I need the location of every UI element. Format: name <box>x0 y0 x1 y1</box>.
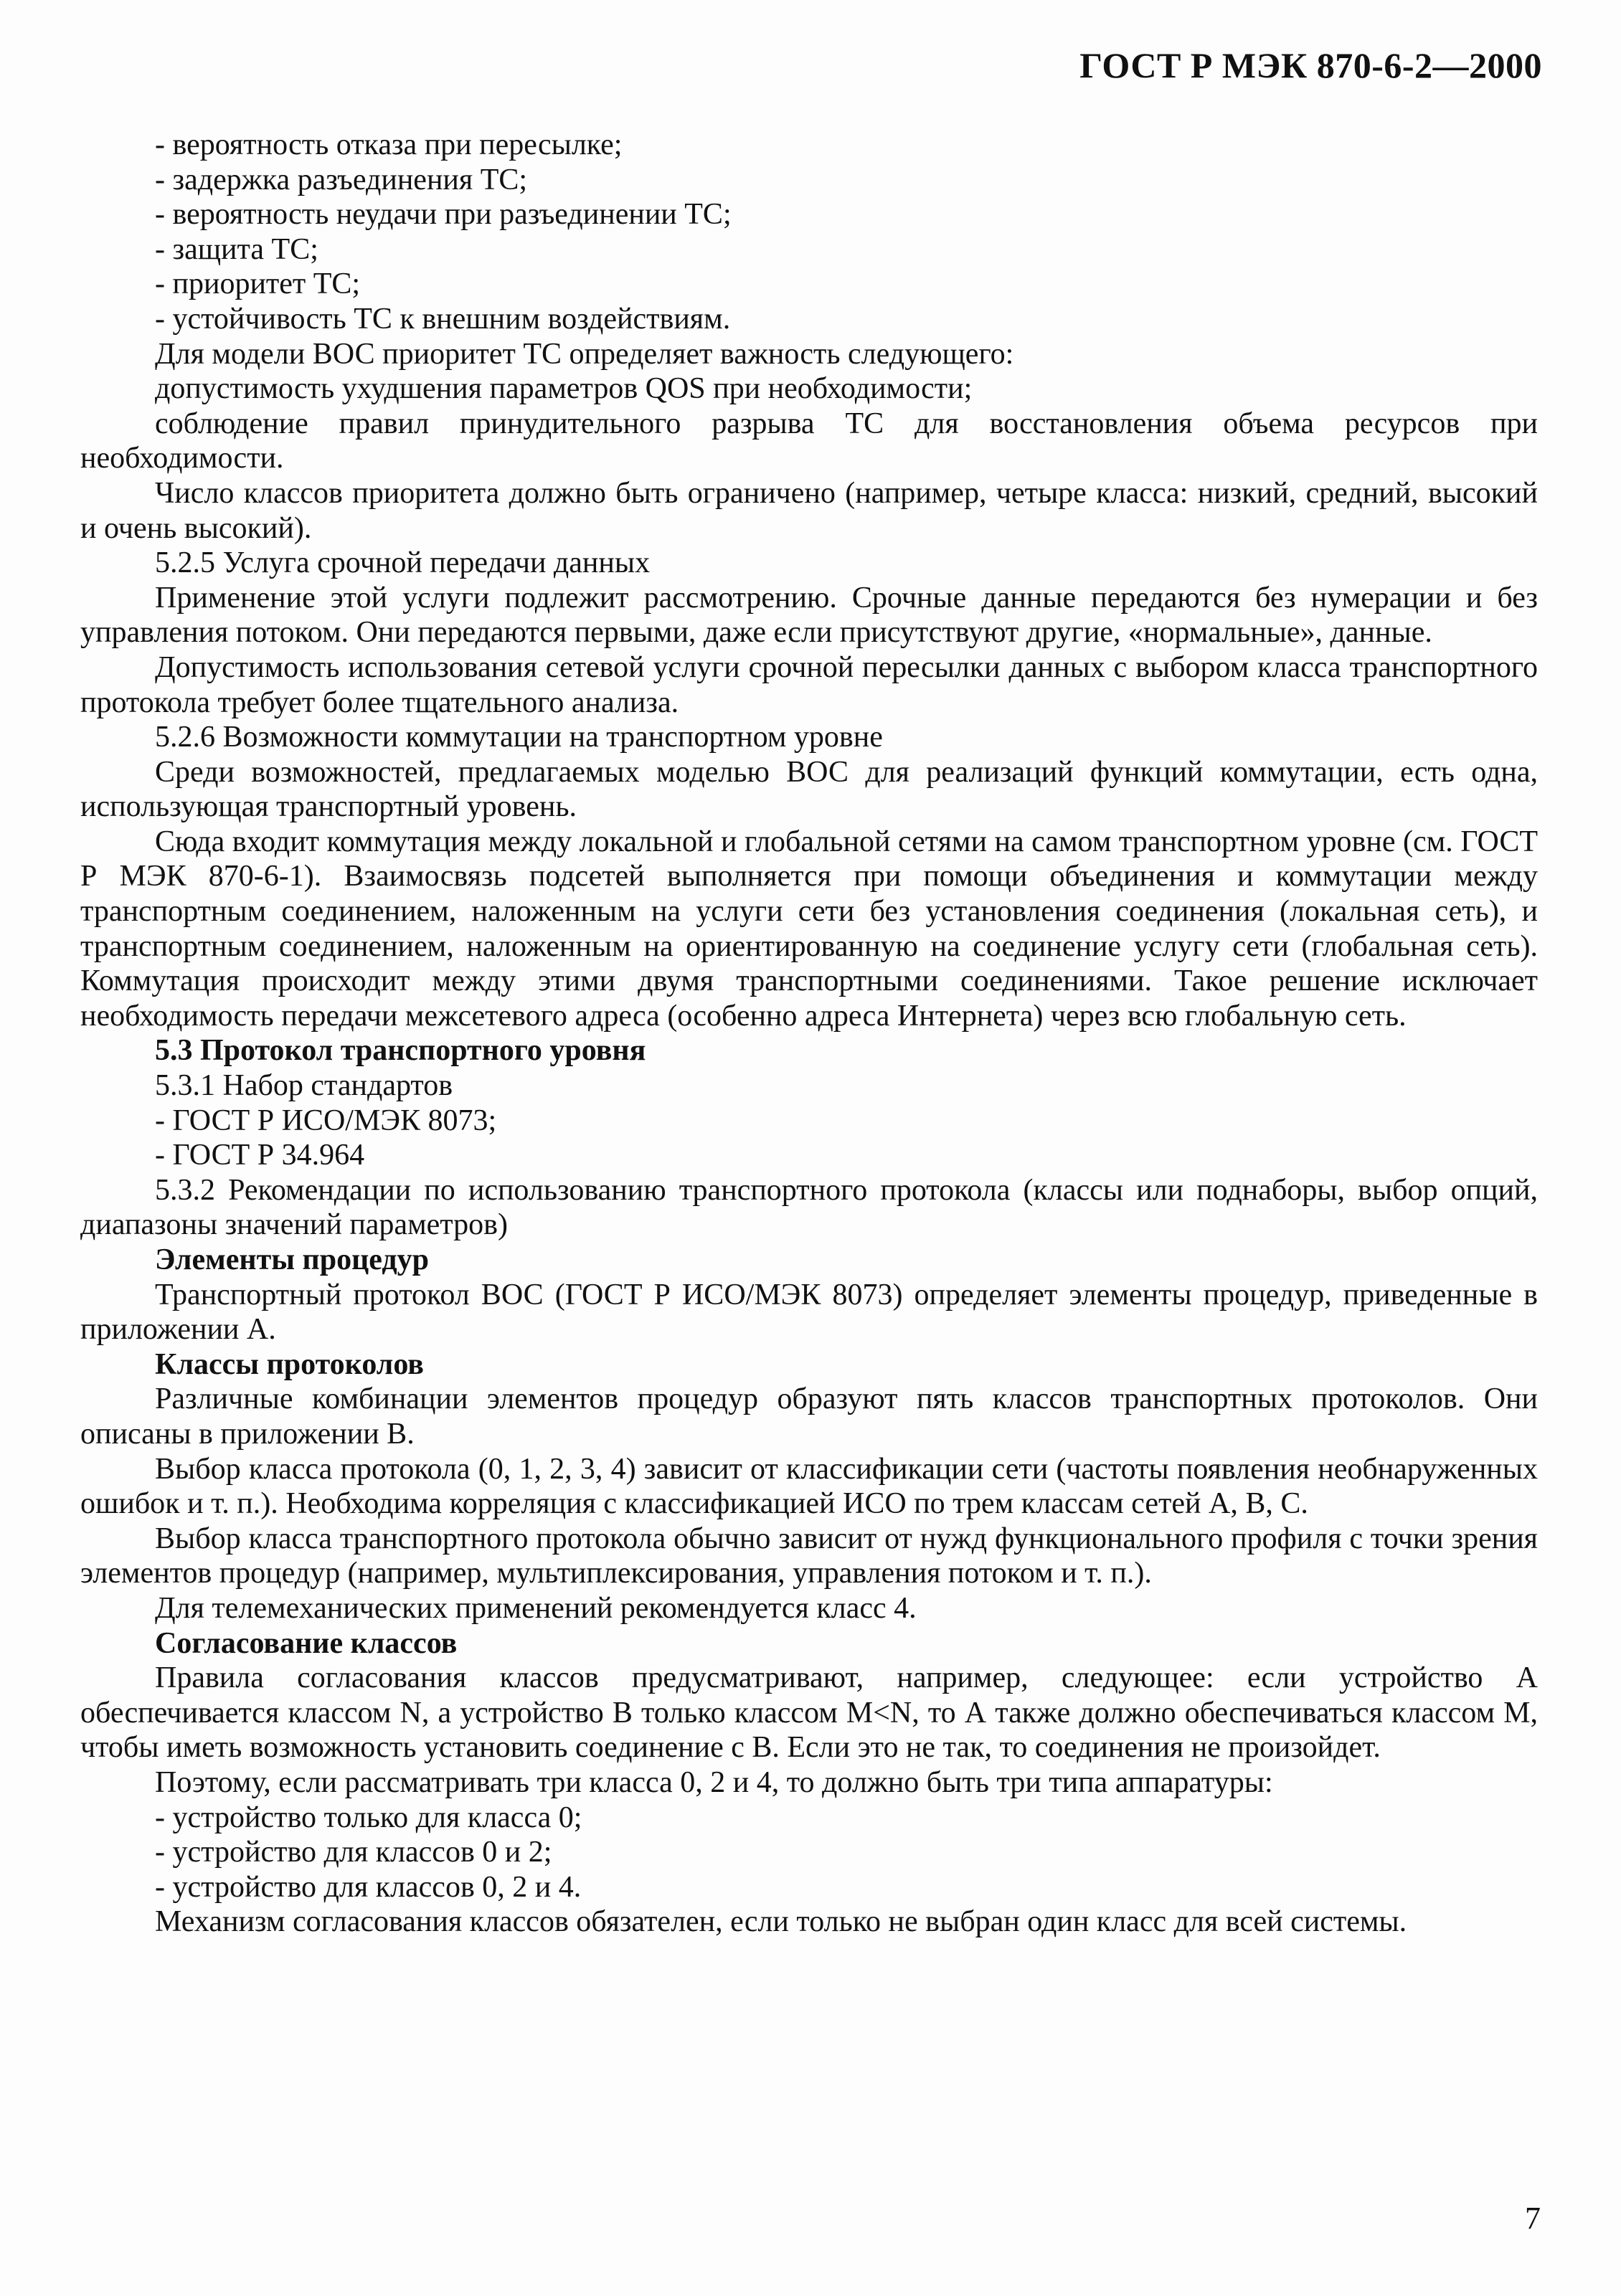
subsection-title: 5.3.1 Набор стандартов <box>155 1069 453 1103</box>
paragraph: допустимость ухудшения параметров QOS при необходимости; <box>155 372 973 406</box>
list-item: - вероятность отказа при пересылке; <box>155 128 623 161</box>
document-body <box>80 128 1538 1940</box>
list-item: - устройство для классов 0, 2 и 4. <box>155 1870 582 1904</box>
paragraph: Среди возможностей, предлагаемых моделью ВОС для реализаций функций коммутации, есть одна, использующая транспортный уровень. <box>80 755 1538 824</box>
list-item: - защита ТС; <box>155 232 318 266</box>
paragraph: Различные комбинации элементов процедур образуют пять классов транспортных протоколов. Они описаны в приложении В. <box>80 1382 1538 1451</box>
standard-code-header: ГОСТ Р МЭК 870-6-2—2000 <box>1079 45 1542 85</box>
list-item: - ГОСТ Р 34.964 <box>155 1139 365 1172</box>
subsection-title: 5.3.2 Рекомендации по использованию транспортного протокола (классы или поднаборы, выбор опций, диапазоны значений параметров) <box>80 1173 1538 1242</box>
list-item: - устройство для классов 0 и 2; <box>155 1836 552 1869</box>
list-item: - приоритет ТС; <box>155 267 361 301</box>
list-item: - устойчивость ТС к внешним воздействиям. <box>155 302 731 336</box>
list-item: - задержка разъединения ТС; <box>155 163 528 196</box>
list-item: - устройство только для класса 0; <box>155 1801 582 1834</box>
subsection-title: 5.2.5 Услуга срочной передачи данных <box>155 546 651 580</box>
list-item: - ГОСТ Р ИСО/МЭК 8073; <box>155 1104 497 1137</box>
paragraph: Правила согласования классов предусматривают, например, следующее: если устройство А обеспечивается классом N, а устройство В только классом M<N, то А также должно обеспечиваться классом М, чтобы иметь возможность установить соединение с В. Если это не так, то соединения не произойдет. <box>80 1661 1538 1765</box>
paragraph: Допустимость использования сетевой услуги срочной пересылки данных с выбором класса транспортного протокола требует более тщательного анализа. <box>80 650 1538 719</box>
paragraph: соблюдение правил принудительного разрыва ТС для восстановления объема ресурсов при необходимости. <box>80 407 1538 475</box>
page-number: 7 <box>1525 2201 1541 2236</box>
bold-heading: Элементы процедур <box>155 1243 429 1276</box>
subsection-title: 5.2.6 Возможности коммутации на транспортном уровне <box>155 721 883 754</box>
list-item: - вероятность неудачи при разъединении ТС; <box>155 198 732 232</box>
bold-heading: Согласование классов <box>155 1626 458 1660</box>
paragraph: Выбор класса протокола (0, 1, 2, 3, 4) зависит от классификации сети (частоты появления необнаруженных ошибок и т. п.). Необходима корреляция с классификацией ИСО по трем классам сетей А, В, С. <box>80 1452 1538 1521</box>
paragraph: Сюда входит коммутация между локальной и глобальной сетями на самом транспортном уровне (см. ГОСТ Р МЭК 870-6-1). Взаимосвязь подсетей выполняется при помощи объединения и коммутации между транспортным соединением, наложенным на услуги сети без установления соединения (локальная сеть), и транспортным соединением, наложенным на ориентированную на соединение услугу сети (глобальная сеть). Коммутация происходит между этими двумя транспортными соединениями. Такое решение исключает необходимость передачи межсетевого адреса (особенно адреса Интернета) через всю глобальную сеть. <box>80 825 1538 1033</box>
paragraph: Для модели ВОС приоритет ТС определяет важность следующего: <box>155 337 1014 371</box>
paragraph: Поэтому, если рассматривать три класса 0, 2 и 4, то должно быть три типа аппаратуры: <box>155 1765 1273 1799</box>
paragraph: Механизм согласования классов обязателен, если только не выбран один класс для всей системы. <box>155 1905 1407 1939</box>
bold-heading: Классы протоколов <box>155 1347 424 1381</box>
paragraph: Применение этой услуги подлежит рассмотрению. Срочные данные передаются без нумерации и без управления потоком. Они передаются первыми, даже если присутствуют другие, «нормальные», данные. <box>80 581 1538 650</box>
paragraph: Транспортный протокол ВОС (ГОСТ Р ИСО/МЭК 8073) определяет элементы процедур, приведенные в приложении А. <box>80 1278 1538 1347</box>
paragraph: Для телемеханических применений рекомендуется класс 4. <box>155 1591 917 1625</box>
paragraph: Выбор класса транспортного протокола обычно зависит от нужд функционального профиля с точки зрения элементов процедур (например, мультиплексирования, управления потоком и т. п.). <box>80 1522 1538 1590</box>
paragraph: Число классов приоритета должно быть ограничено (например, четыре класса: низкий, средний, высокий и очень высокий). <box>80 476 1538 545</box>
section-heading: 5.3 Протокол транспортного уровня <box>155 1034 646 1068</box>
